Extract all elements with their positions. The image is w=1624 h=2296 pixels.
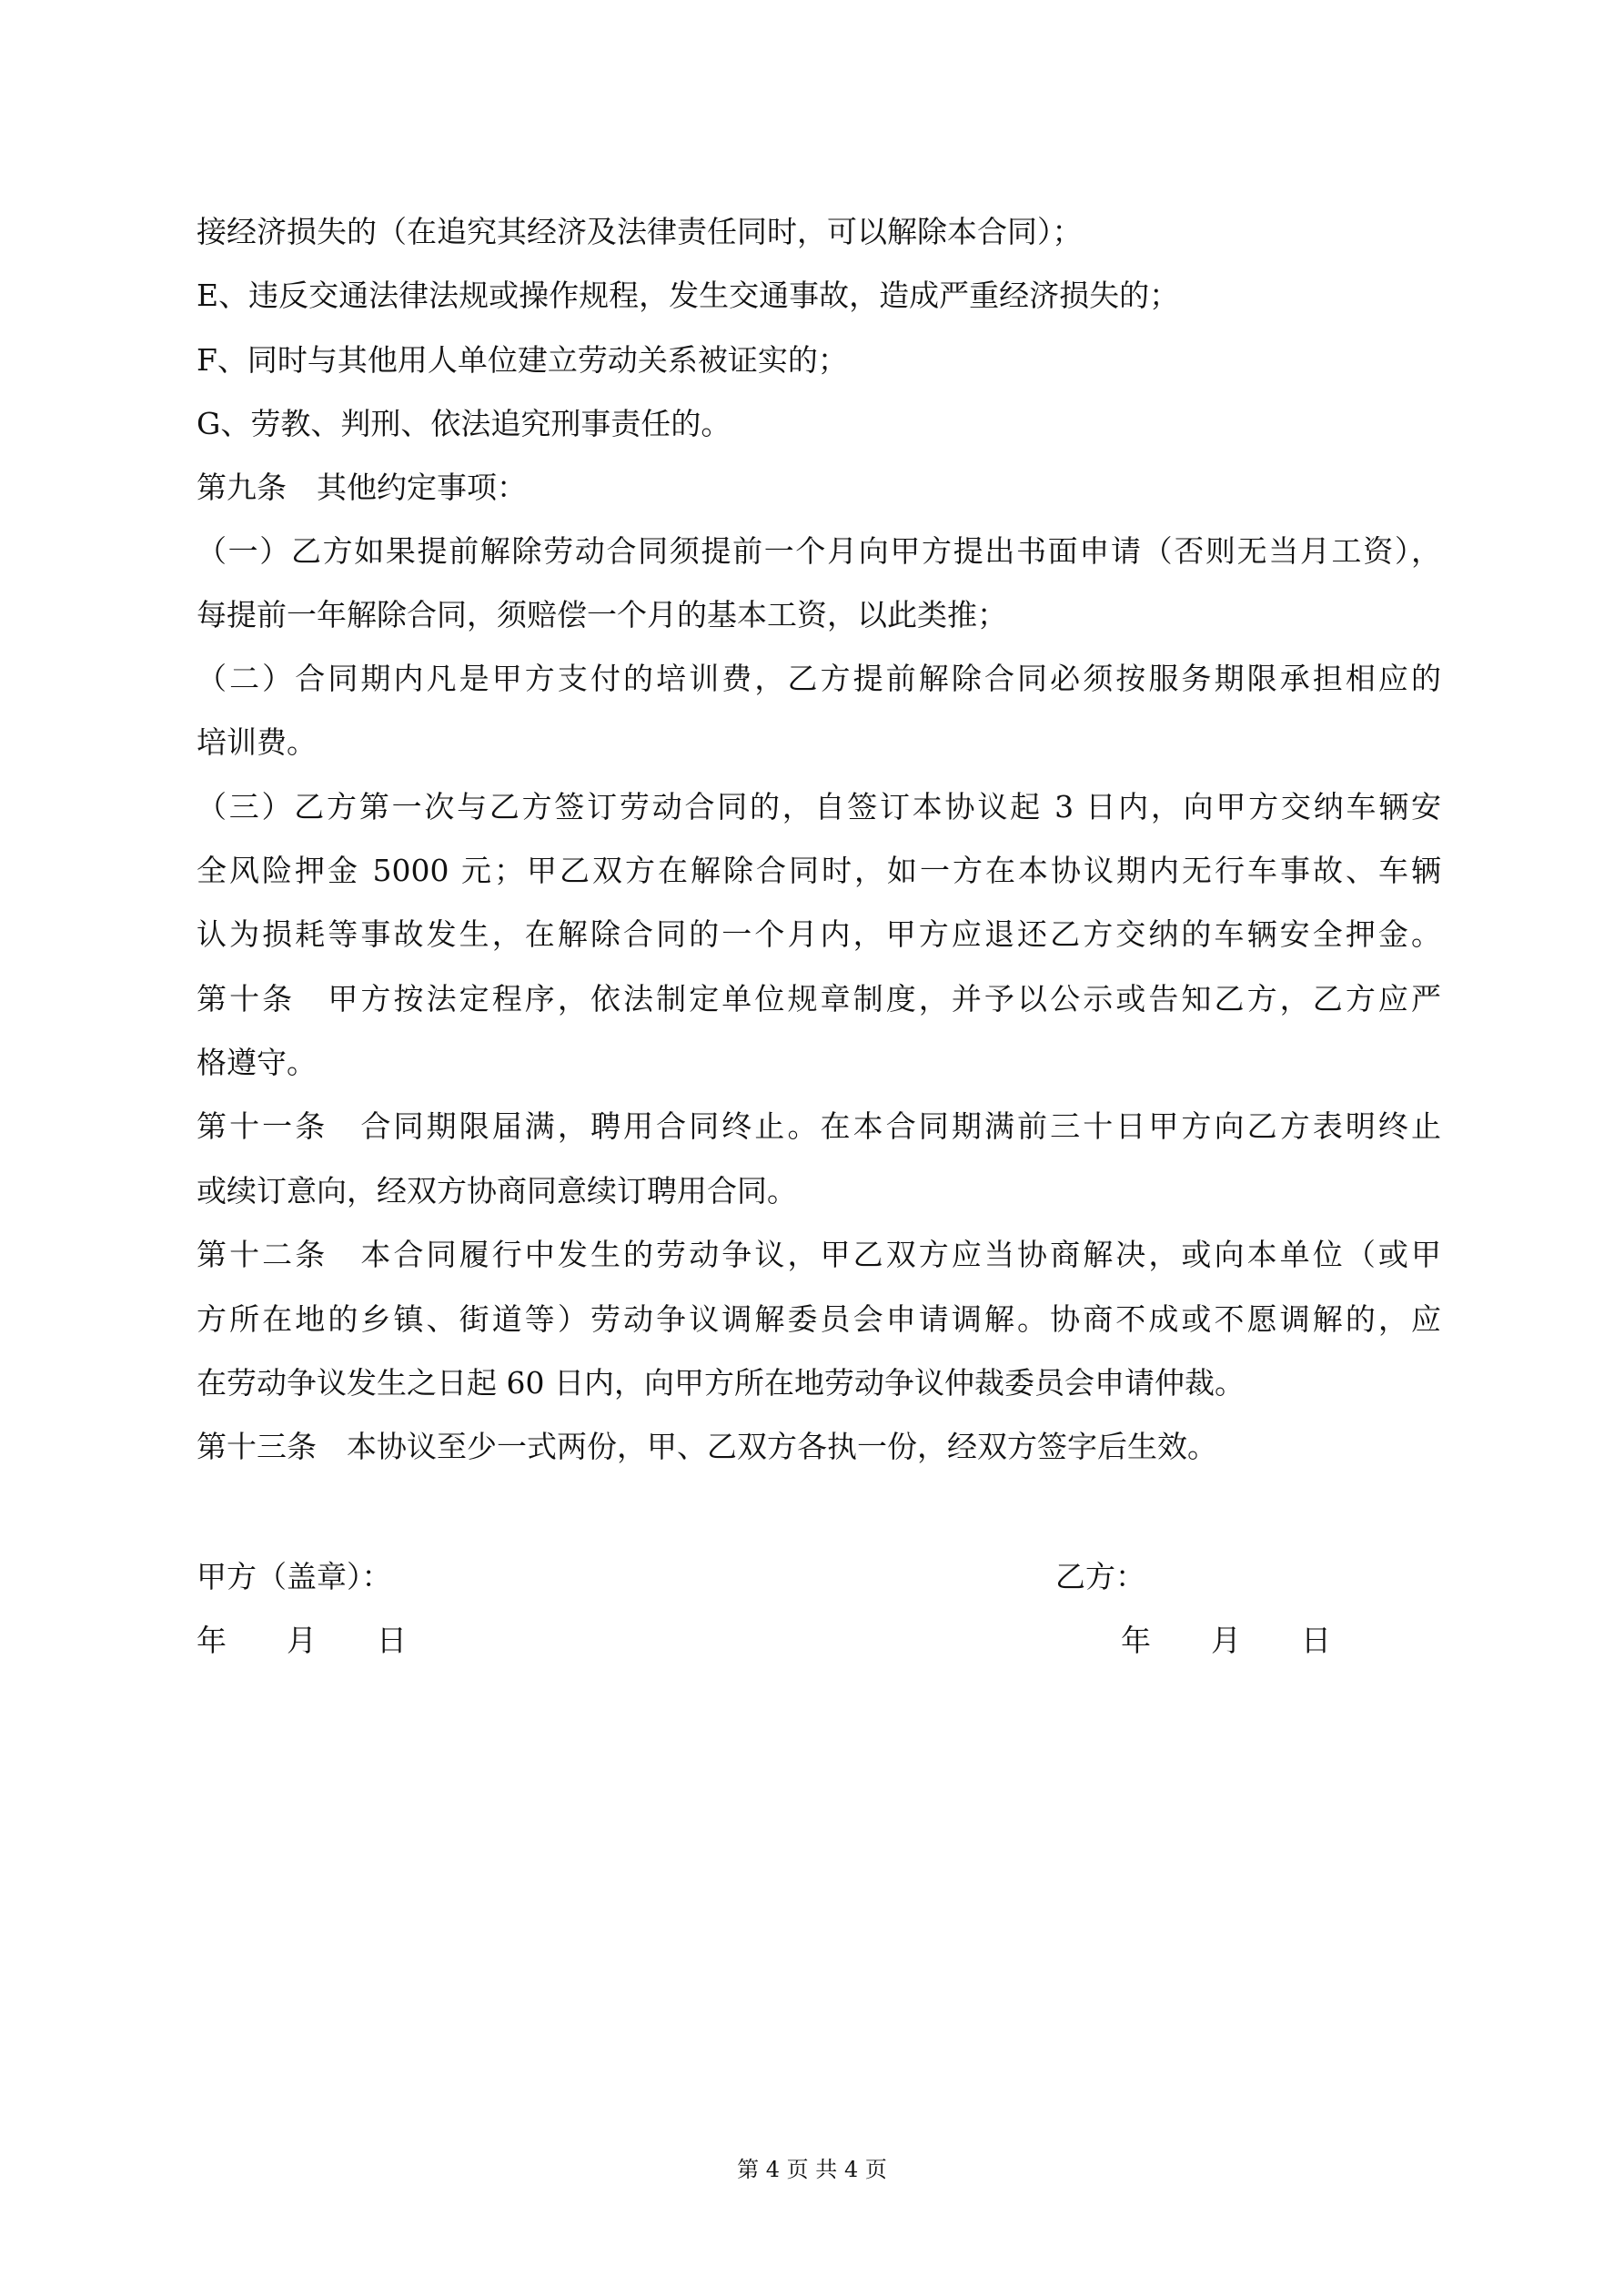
text-line: 全风险押金 5000 元；甲乙双方在解除合同时，如一方在本协议期内无行车事故、车辆	[197, 853, 1441, 888]
article-10: 第十条 甲方按法定程序，依法制定单位规章制度，并予以公示或告知乙方，乙方应严	[197, 981, 1441, 1017]
party-b-date: 年 月 日	[1121, 1623, 1331, 1658]
text-line: （二）合同期内凡是甲方支付的培训费，乙方提前解除合同必须按服务期限承担相应的	[197, 661, 1441, 696]
text-line: （三）乙方第一次与乙方签订劳动合同的，自签订本协议起 3 日内，向甲方交纳车辆安	[197, 789, 1441, 824]
article-11: 第十一条 合同期限届满，聘用合同终止。在本合同期满前三十日甲方向乙方表明终止	[197, 1108, 1441, 1144]
party-b-label: 乙方：	[1055, 1559, 1145, 1594]
article-12: 第十二条 本合同履行中发生的劳动争议，甲乙双方应当协商解决，或向本单位（或甲	[197, 1237, 1441, 1272]
page-footer: 第 4 页 共 4 页	[737, 2157, 887, 2182]
article-13: 第十三条 本协议至少一式两份，甲、乙双方各执一份，经双方签字后生效。	[197, 1429, 1217, 1464]
text-line: 培训费。	[197, 724, 317, 760]
text-line: 格遵守。	[197, 1045, 317, 1080]
text-line: 接经济损失的（在追究其经济及法律责任同时，可以解除本合同）；	[197, 214, 1083, 249]
text-line: 方所在地的乡镇、街道等）劳动争议调解委员会申请调解。协商不成或不愿调解的，应	[197, 1301, 1441, 1337]
text-line: 或续订意向，经双方协商同意续订聘用合同。	[197, 1173, 797, 1209]
party-a-label: 甲方（盖章）：	[197, 1559, 392, 1594]
text-line: E、违反交通法律法规或操作规程，发生交通事故，造成严重经济损失的；	[197, 278, 1180, 313]
article-9-heading: 第九条 其他约定事项：	[197, 470, 527, 505]
text-line: （一）乙方如果提前解除劳动合同须提前一个月向甲方提出书面申请（否则无当月工资），	[197, 533, 1441, 569]
text-line: G、劳教、判刑、依法追究刑事责任的。	[197, 406, 731, 441]
text-line: 认为损耗等事故发生，在解除合同的一个月内，甲方应退还乙方交纳的车辆安全押金。	[197, 916, 1441, 952]
party-a-date: 年 月 日	[197, 1623, 407, 1658]
text-line: F、同时与其他用人单位建立劳动关系被证实的；	[197, 342, 848, 378]
text-line: 每提前一年解除合同，须赔偿一个月的基本工资，以此类推；	[197, 597, 1007, 632]
text-line: 在劳动争议发生之日起 60 日内，向甲方所在地劳动争议仲裁委员会申请仲裁。	[197, 1365, 1245, 1401]
